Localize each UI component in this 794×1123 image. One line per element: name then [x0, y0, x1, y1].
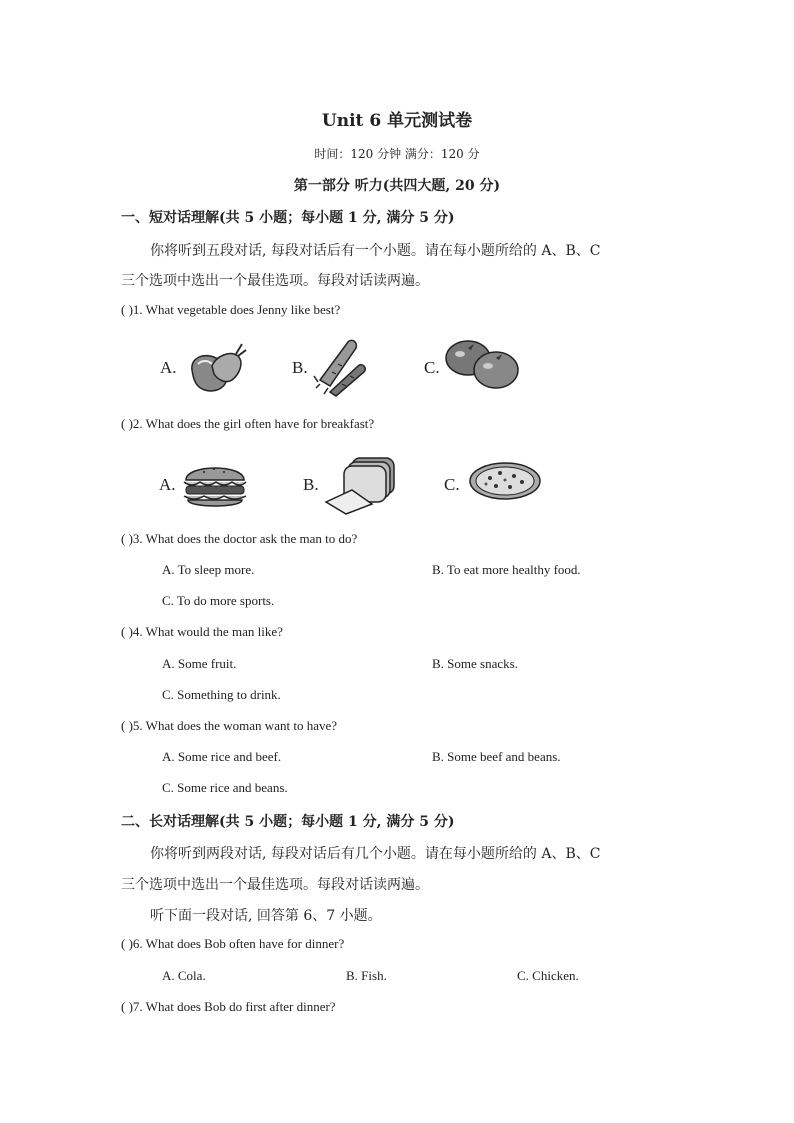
q5-option-a: A. Some rice and beef.	[162, 749, 282, 764]
q2-option-a-label: A.	[159, 475, 176, 494]
section2-instruction-1: 你将听到两段对话, 每段对话后有几个小题。请在每小题所给的 A、B、C	[150, 846, 601, 862]
question-7: ( )7. What does Bob do first after dinner?	[121, 999, 336, 1014]
q1-option-c-label: C.	[424, 358, 440, 377]
q4-option-b: B. Some snacks.	[432, 656, 518, 671]
question-3: ( )3. What does the doctor ask the man to do?	[121, 531, 358, 546]
eggplant-icon	[186, 340, 250, 396]
q1-option-a-label: A.	[160, 358, 177, 377]
section1-instruction-1: 你将听到五段对话, 每段对话后有一个小题。请在每小题所给的 A、B、C	[150, 243, 601, 259]
part-heading: 第一部分 听力(共四大题, 20 分)	[293, 178, 501, 194]
bread-icon	[322, 454, 398, 516]
page-title: Unit 6 单元测试卷	[321, 111, 473, 131]
question-5: ( )5. What does the woman want to have?	[121, 718, 337, 733]
q4-option-a: A. Some fruit.	[162, 656, 237, 671]
hamburger-icon	[180, 456, 250, 510]
section1-heading: 一、短对话理解(共 5 小题；每小题 1 分, 满分 5 分)	[121, 210, 455, 226]
q6-option-c: C. Chicken.	[517, 968, 579, 983]
section2-instruction-3: 听下面一段对话, 回答第 6、7 小题。	[150, 908, 382, 924]
q3-option-a: A. To sleep more.	[162, 562, 255, 577]
question-6: ( )6. What does Bob often have for dinner?	[121, 936, 345, 951]
q3-option-c: C. To do more sports.	[162, 593, 275, 608]
question-2: ( )2. What does the girl often have for breakfast?	[121, 416, 375, 431]
q4-option-c: C. Something to drink.	[162, 687, 281, 702]
section2-instruction-2: 三个选项中选出一个最佳选项。每段对话读两遍。	[121, 877, 429, 893]
question-1: ( )1. What vegetable does Jenny like best?	[121, 302, 341, 317]
q5-option-c: C. Some rice and beans.	[162, 780, 288, 795]
question-4: ( )4. What would the man like?	[121, 624, 283, 639]
q2-option-b-label: B.	[303, 475, 319, 494]
q3-option-b: B. To eat more healthy food.	[432, 562, 581, 577]
section1-instruction-2: 三个选项中选出一个最佳选项。每段对话读两遍。	[121, 273, 429, 289]
exam-meta: 时间：120 分钟 满分：120 分	[314, 147, 480, 161]
q6-option-a: A. Cola.	[162, 968, 206, 983]
q1-option-b-label: B.	[292, 358, 308, 377]
pizza-icon	[468, 460, 542, 502]
carrot-icon	[312, 336, 368, 398]
q6-option-b: B. Fish.	[346, 968, 387, 983]
q5-option-b: B. Some beef and beans.	[432, 749, 561, 764]
section2-heading: 二、长对话理解(共 5 小题；每小题 1 分, 满分 5 分)	[121, 814, 455, 830]
tomato-icon	[444, 338, 520, 390]
q2-option-c-label: C.	[444, 475, 460, 494]
